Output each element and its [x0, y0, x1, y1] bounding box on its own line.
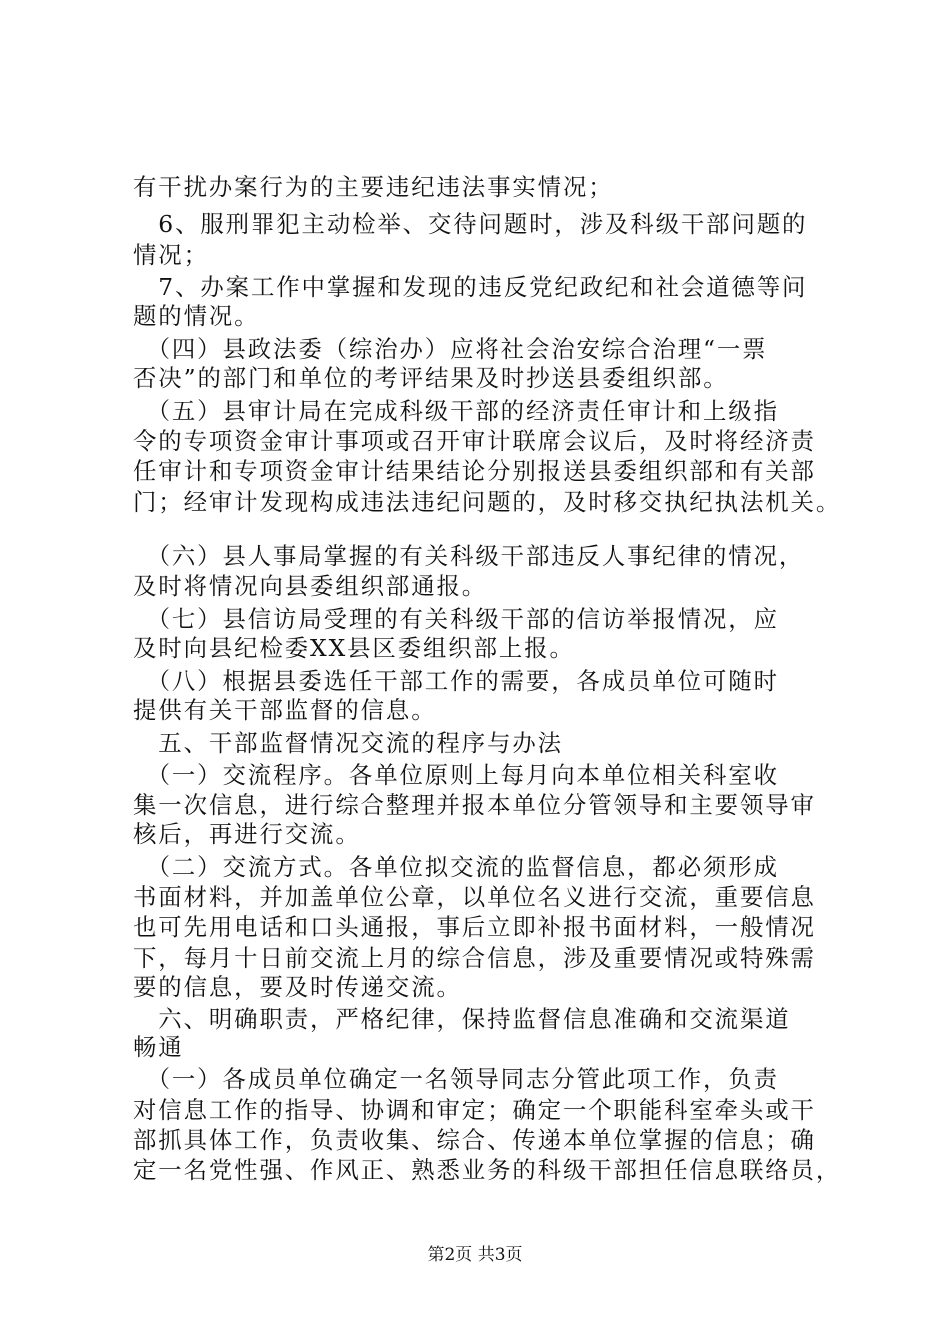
body-line: 及时向县纪检委XX县区委组织部上报。	[133, 634, 575, 662]
body-line: 提供有关干部监督的信息。	[133, 696, 437, 724]
body-line: 6、服刑罪犯主动检举、交待问题时，涉及科级干部问题的	[133, 210, 808, 238]
body-line: 也可先用电话和口头通报，事后立即补报书面材料，一般情况	[133, 913, 816, 941]
body-line: （七）县信访局受理的有关科级干部的信访举报情况，应	[133, 605, 779, 633]
body-line: 要的信息，要及时传递交流。	[133, 973, 462, 1001]
body-line: （六）县人事局掌握的有关科级干部违反人事纪律的情况，	[133, 542, 805, 570]
body-line: （二）交流方式。各单位拟交流的监督信息，都必须形成	[133, 853, 779, 881]
body-line: 7、办案工作中掌握和发现的违反党纪政纪和社会道德等问	[133, 273, 808, 301]
page-footer: 第2页 共3页	[427, 1245, 523, 1265]
body-line: 任审计和专项资金审计结果结论分别报送县委组织部和有关部	[133, 457, 816, 485]
body-line: 核后，再进行交流。	[133, 820, 361, 848]
body-line: 集一次信息，进行综合整理并报本单位分管领导和主要领导审	[133, 791, 816, 819]
section-heading: 六、明确职责，严格纪律，保持监督信息准确和交流渠道	[133, 1005, 791, 1033]
body-line: 否决”的部门和单位的考评结果及时抄送县委组织部。	[133, 364, 729, 392]
body-line: 书面材料，并加盖单位公章，以单位名义进行交流，重要信息	[133, 883, 816, 911]
body-line: 定一名党性强、作风正、熟悉业务的科级干部担任信息联络员，	[133, 1156, 842, 1184]
body-line: 题的情况。	[133, 302, 260, 330]
body-line: （一）交流程序。各单位原则上每月向本单位相关科室收	[133, 761, 779, 789]
body-line: （五）县审计局在完成科级干部的经济责任审计和上级指	[133, 397, 779, 425]
body-line: 下，每月十日前交流上月的综合信息，涉及重要情况或特殊需	[133, 944, 816, 972]
body-line: 门；经审计发现构成违法违纪问题的，及时移交执纪执法机关。	[133, 488, 842, 516]
section-heading: 畅通	[133, 1033, 184, 1061]
body-line: 情况；	[133, 241, 209, 269]
body-line: （八）根据县委选任干部工作的需要，各成员单位可随时	[133, 667, 779, 695]
body-line: 对信息工作的指导、协调和审定；确定一个职能科室牵头或干	[133, 1096, 816, 1124]
body-line: 有干扰办案行为的主要违纪违法事实情况；	[133, 173, 614, 201]
body-line: （四）县政法委（综治办）应将社会治安综合治理“一票	[133, 335, 768, 363]
body-line: 部抓具体工作，负责收集、综合、传递本单位掌握的信息；确	[133, 1126, 816, 1154]
body-line: 令的专项资金审计事项或召开审计联席会议后，及时将经济责	[133, 427, 816, 455]
body-line: （一）各成员单位确定一名领导同志分管此项工作，负责	[133, 1065, 779, 1093]
section-heading: 五、干部监督情况交流的程序与办法	[133, 729, 563, 757]
body-line: 及时将情况向县委组织部通报。	[133, 572, 488, 600]
